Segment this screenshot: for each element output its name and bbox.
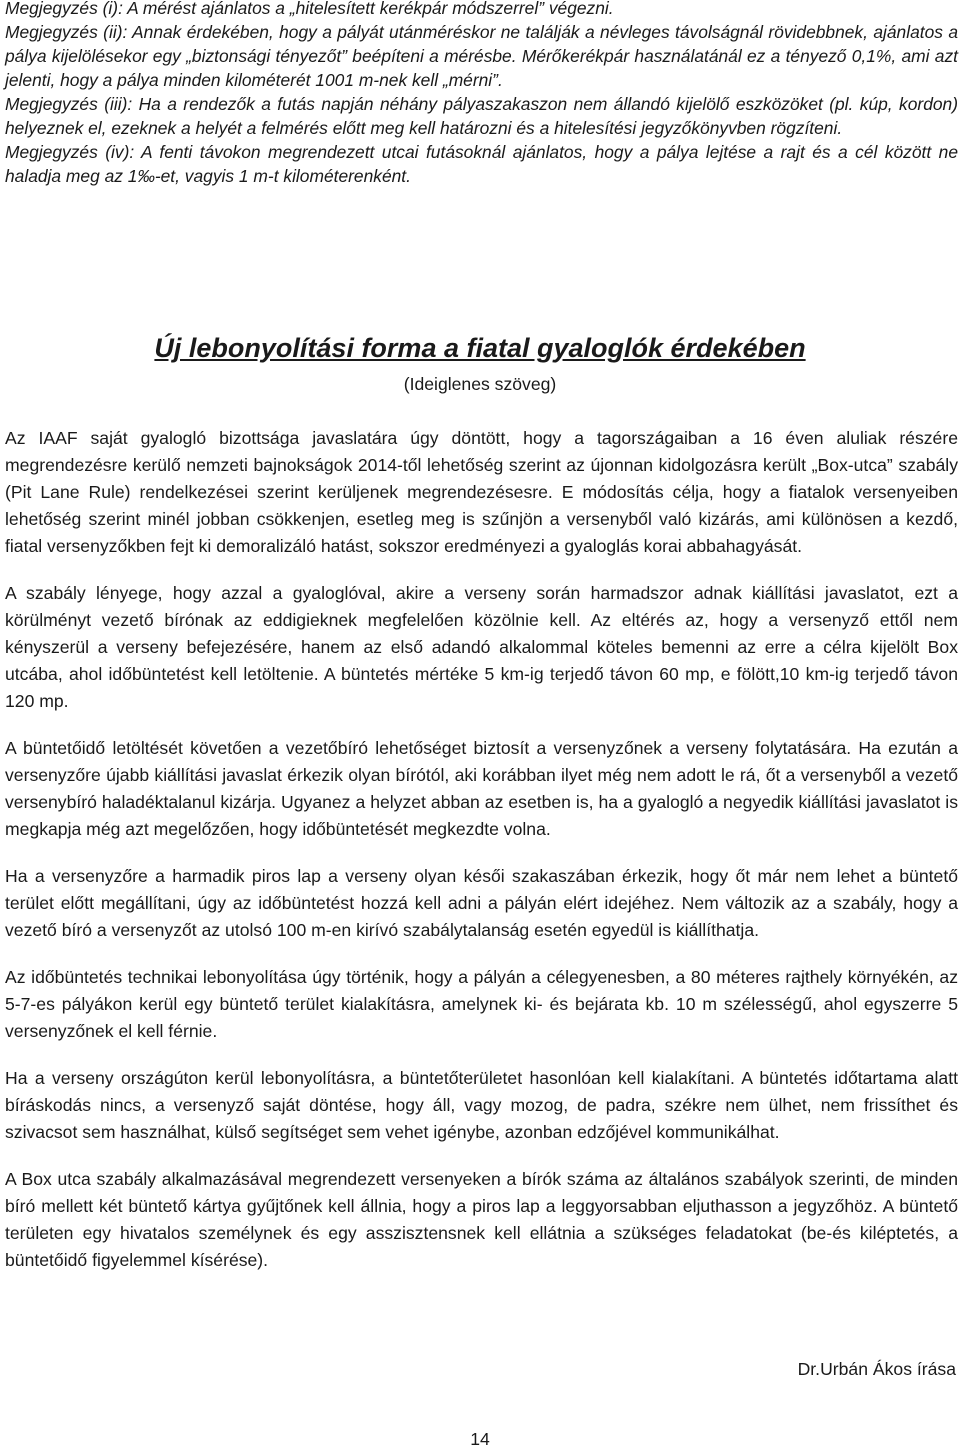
article-subtitle: (Ideiglenes szöveg): [403, 374, 557, 394]
author-signature: Dr.Urbán Ákos írása: [797, 1359, 956, 1379]
page-number: 14: [470, 1429, 490, 1449]
note-iii: Megjegyzés (iii): Ha a rendezők a futás napján néhány pályaszakaszon nem állandó kijelölő eszközöket (pl. kúp, kordon) helyeznek el, ezeknek a helyét a felmérés előtt meg kell határozni és a hitelesítési jegyzőkönyvben rögzíteni.: [5, 94, 958, 138]
article-title: Új lebonyolítási forma a fiatal gyaloglók érdekében: [154, 333, 806, 363]
note-iv: Megjegyzés (iv): A fenti távokon megrendezett utcai futásoknál ajánlatos, hogy a pálya lejtése a rajt és a cél között ne haladja meg az 1‰-et, vagyis 1 m-t kilométerenként.: [5, 142, 958, 186]
notes-section: [5, 0, 958, 188]
note-ii: Megjegyzés (ii): Annak érdekében, hogy a pályát utánméréskor ne találják a névleges távolságnál rövidebbnek, ajánlatos a pálya kijelölésekor egy „biztonsági tényezőt” beépíteni a mérésbe. Mérőkerékpár használatánál ez a tényező 0,1%, ami azt jelenti, hogy a pálya minden kilométerét 1001 m-nek kell „mérni”.: [5, 22, 958, 90]
article-paragraph: A büntetőidő letöltését követően a vezetőbíró lehetőséget biztosít a versenyzőnek a verseny folytatására. Ha ezután a versenyzőre újabb kiállítási javaslat érkezik olyan bírótól, aki korábban ilyet még nem adott le rá, őt a versenyből a vezető versenybíró haladéktalanul kizárja. Ugyanez a helyzet abban az esetben is, ha a gyalogló a negyedik kiállítási javaslatot is megkapja még azt megelőzően, hogy időbüntetését megkezdte volna.: [5, 738, 958, 839]
article-paragraph: A szabály lényege, hogy azzal a gyaloglóval, akire a verseny során harmadszor adnak kiállítási javaslatot, ezt a körülményt vezető bírónak az eddigieknek megfelelően közölnie kell. Az eltérés az, hogy a versenyző ettől nem kényszerül a verseny befejezésére, hanem az első adandó alkalommal köteles bemenni az erre a célra kijelölt Box utcába, ahol időbüntetést kell letöltenie. A büntetés mértéke 5 km-ig terjedő távon 60 mp, e fölött,10 km-ig terjedő távon 120 mp.: [5, 583, 958, 711]
article-paragraph: Ha a verseny országúton kerül lebonyolításra, a büntetőterületet hasonlóan kell kialakítani. A büntetés időtartama alatt bíráskodás nincs, a versenyző saját döntése, hogy áll, vagy mozog, de padra, székre nem ülhet, nem frissíthet és szivacsot sem használhat, külső segítséget sem vehet igénybe, azonban edzőjével kommunikálhat.: [5, 1068, 958, 1142]
article-body: [5, 425, 958, 1274]
article-paragraph: A Box utca szabály alkalmazásával megrendezett versenyeken a bírók száma az általános szabályok szerinti, de minden bíró mellett két büntető kártya gyűjtőnek kell állnia, hogy a piros lap a leggyorsabban eljuthasson a jegyzőhöz. A büntető területen egy hivatalos személynek és egy asszisztensnek kell ellátnia a szükséges feladatokat (be-és kiléptetés, a büntetőidő figyelemmel kísérése).: [5, 1169, 958, 1270]
note-i: Megjegyzés (i): A mérést ajánlatos a „hitelesített kerékpár módszerrel” végezni.: [5, 0, 614, 18]
article-paragraph: Az IAAF saját gyalogló bizottsága javaslatára úgy döntött, hogy a tagországaiban a 16 éven aluliak részére megrendezésre kerülő nemzeti bajnokságok 2014-től lehetőség szerint az újonnan kidolgozásra került „Box-utca” szabály (Pit Lane Rule) rendelkezései szerint kerüljenek megrendezésesre. E módosítás célja, hogy a fiatalok versenyeiben lehetőség szerint minél jobban csökkenjen, esetleg meg is szűnjön a versenyből való kizárás, ami különösen a kezdő, fiatal versenyzőkben fejt ki demoralizáló hatást, sokszor eredményezi a gyaloglás korai abbahagyását.: [5, 428, 958, 556]
article-paragraph: Ha a versenyzőre a harmadik piros lap a verseny olyan késői szakaszában érkezik, hogy őt már nem lehet a büntető terület előtt megállítani, úgy az időbüntetést hozzá kell adni a pályán elért idejéhez. Nem változik az a szabály, hogy a vezető bíró a versenyzőt az utolsó 100 m-en kirívó szabálytalanság esetén egyedül is kiállíthatja.: [5, 866, 958, 940]
article-paragraph: Az időbüntetés technikai lebonyolítása úgy történik, hogy a pályán a célegyenesben, a 80 méteres rajthely környékén, az 5-7-es pályákon kerül egy büntető terület kialakításra, amelynek ki- és bejárata kb. 10 m szélességű, ahol egyszerre 5 versenyzőnek el kell férnie.: [5, 967, 958, 1041]
